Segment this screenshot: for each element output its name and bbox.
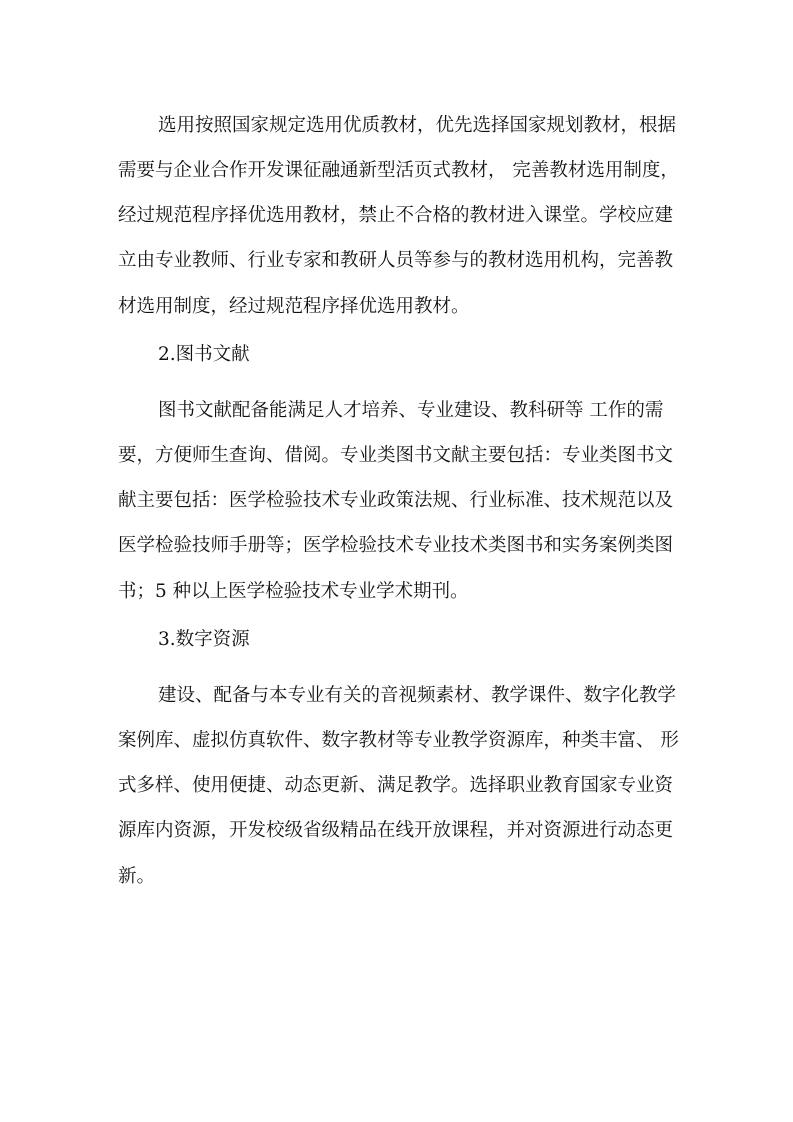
paragraph-line: 需要与企业合作开发课征融通新型活页式教材， 完善教材选用制度， bbox=[118, 160, 679, 181]
paragraph-line: 书；5 种以上医学检验技术专业学术期刊。 bbox=[118, 581, 469, 602]
paragraph-line: 材选用制度，经过规范程序择优选用教材。 bbox=[118, 296, 470, 317]
paragraph-line: 献主要包括：医学检验技术专业政策法规、行业标准、技术规范以及 bbox=[118, 490, 674, 511]
paragraph-line: 立由专业教师、行业专家和教研人员等参与的教材选用机构，完善教 bbox=[118, 250, 674, 271]
paragraph-line: 建设、配备与本专业有关的音视频素材、教学课件、数字化教学 bbox=[158, 685, 677, 706]
paragraph-line: 医学检验技师手册等；医学检验技术专业技术类图书和实务案例类图 bbox=[118, 535, 674, 556]
paragraph-line: 新。 bbox=[118, 866, 156, 887]
paragraph-line: 案例库、虚拟仿真软件、数字教材等专业教学资源库，种类丰富、 形 bbox=[118, 730, 679, 751]
section-heading: 2.图书文献 bbox=[158, 344, 250, 365]
paragraph-line: 要，方便师生查询、借阅。专业类图书文献主要包括：专业类图书文 bbox=[118, 445, 674, 466]
paragraph-line: 式多样、使用便捷、动态更新、满足教学。选择职业教育国家专业资 bbox=[118, 775, 674, 796]
paragraph-line: 经过规范程序择优选用教材，禁止不合格的教材进入课堂。学校应建 bbox=[118, 205, 674, 226]
paragraph-line: 源库内资源，开发校级省级精品在线开放课程，并对资源进行动态更 bbox=[118, 820, 674, 841]
section-heading: 3.数字资源 bbox=[158, 629, 250, 650]
paragraph-line: 图书文献配备能满足人才培养、专业建设、教科研等 工作的需 bbox=[158, 400, 664, 421]
paragraph-line: 选用按照国家规定选用优质教材，优先选择国家规划教材，根据 bbox=[158, 115, 677, 136]
